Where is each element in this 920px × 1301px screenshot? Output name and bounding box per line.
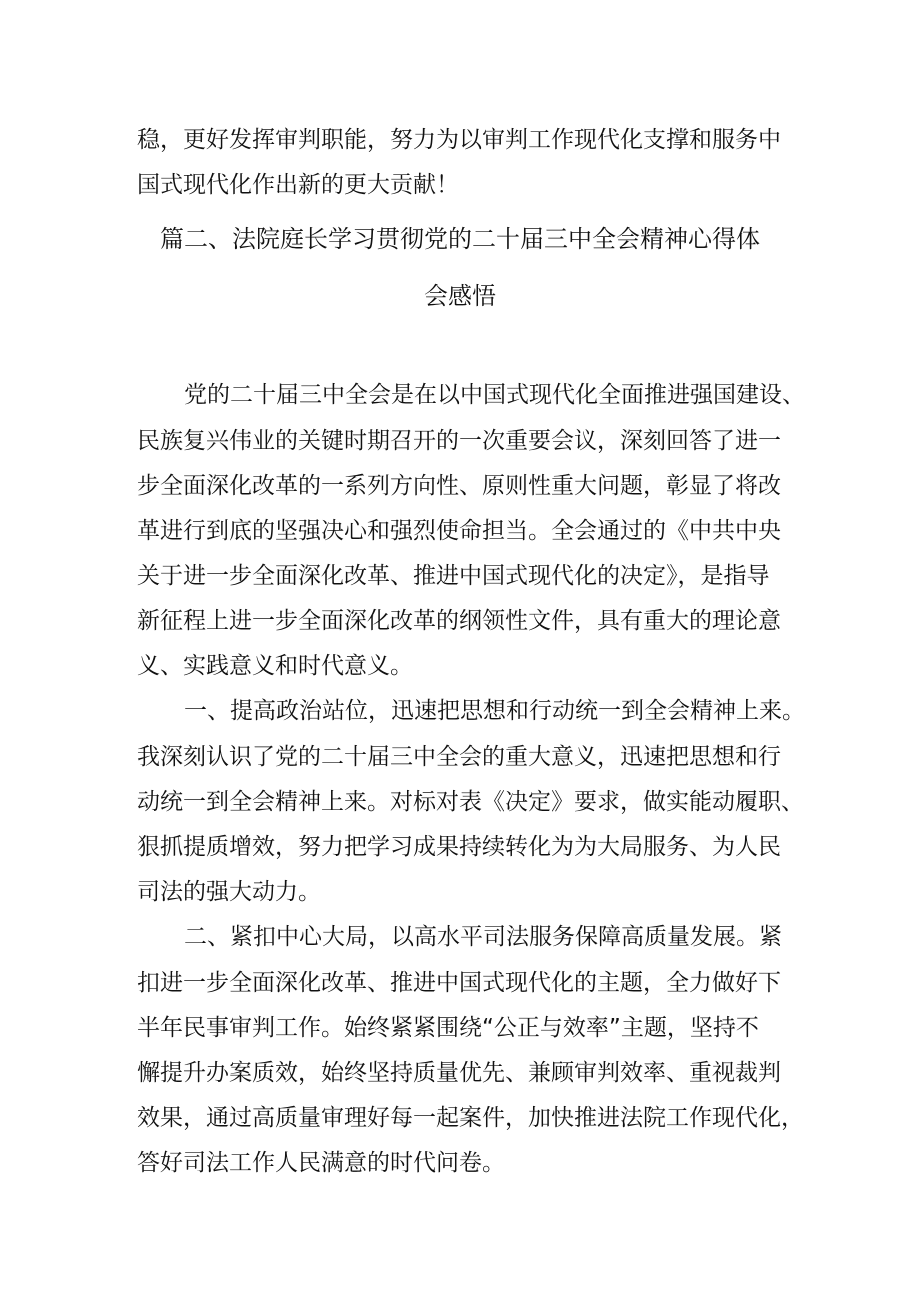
point-two-line-1: 二、紧扣中心大局，以高水平司法服务保障高质量发展。紧	[184, 924, 782, 950]
intro-line-7: 义、实践意义和时代意义。	[137, 653, 413, 679]
point-two-line-2: 扣进一步全面深化改革、推进中国式现代化的主题，全力做好下	[137, 970, 781, 996]
intro-line-3: 步全面深化改革的一系列方向性、原则性重大问题，彰显了将改	[137, 473, 781, 499]
point-two-line-6: 答好司法工作人民满意的时代问卷。	[137, 1150, 505, 1176]
point-one-line-1: 一、提高政治站位，迅速把思想和行动统一到全会精神上来。	[184, 698, 805, 724]
point-two-line-3: 半年民事审判工作。始终紧紧围绕“公正与效率”主题，坚持不	[137, 1015, 759, 1041]
intro-line-2: 民族复兴伟业的关键时期召开的一次重要会议，深刻回答了进一	[137, 428, 781, 454]
intro-line-6: 新征程上进一步全面深化改革的纲领性文件，具有重大的理论意	[137, 608, 781, 634]
point-one-line-4: 狠抓提质增效，努力把学习成果持续转化为为大局服务、为人民	[137, 834, 781, 860]
intro-line-1: 党的二十届三中全会是在以中国式现代化全面推进强国建设、	[184, 382, 805, 408]
point-one-line-3: 动统一到全会精神上来。对标对表《决定》要求，做实能动履职、	[137, 789, 804, 815]
point-one-line-5: 司法的强大动力。	[137, 879, 321, 905]
section-title-line-1: 篇二、法院庭长学习贯彻党的二十届三中全会精神心得体	[160, 225, 760, 253]
point-one-line-2: 我深刻认识了党的二十届三中全会的重大意义，迅速把思想和行	[137, 744, 781, 770]
section-title-line-2: 会感悟	[424, 282, 496, 310]
prev-tail-line-1: 稳，更好发挥审判职能，努力为以审判工作现代化支撑和服务中	[137, 127, 781, 153]
intro-line-5: 关于进一步全面深化改革、推进中国式现代化的决定》，是指导	[137, 563, 770, 589]
intro-line-4: 革进行到底的坚强决心和强烈使命担当。全会通过的《中共中央	[137, 518, 781, 544]
point-two-line-5: 效果，通过高质量审理好每一起案件，加快推进法院工作现代化，	[137, 1105, 804, 1131]
point-two-line-4: 懈提升办案质效，始终坚持质量优先、兼顾审判效率、重视裁判	[137, 1060, 781, 1086]
prev-tail-line-2: 国式现代化作出新的更大贡献！	[137, 172, 459, 198]
